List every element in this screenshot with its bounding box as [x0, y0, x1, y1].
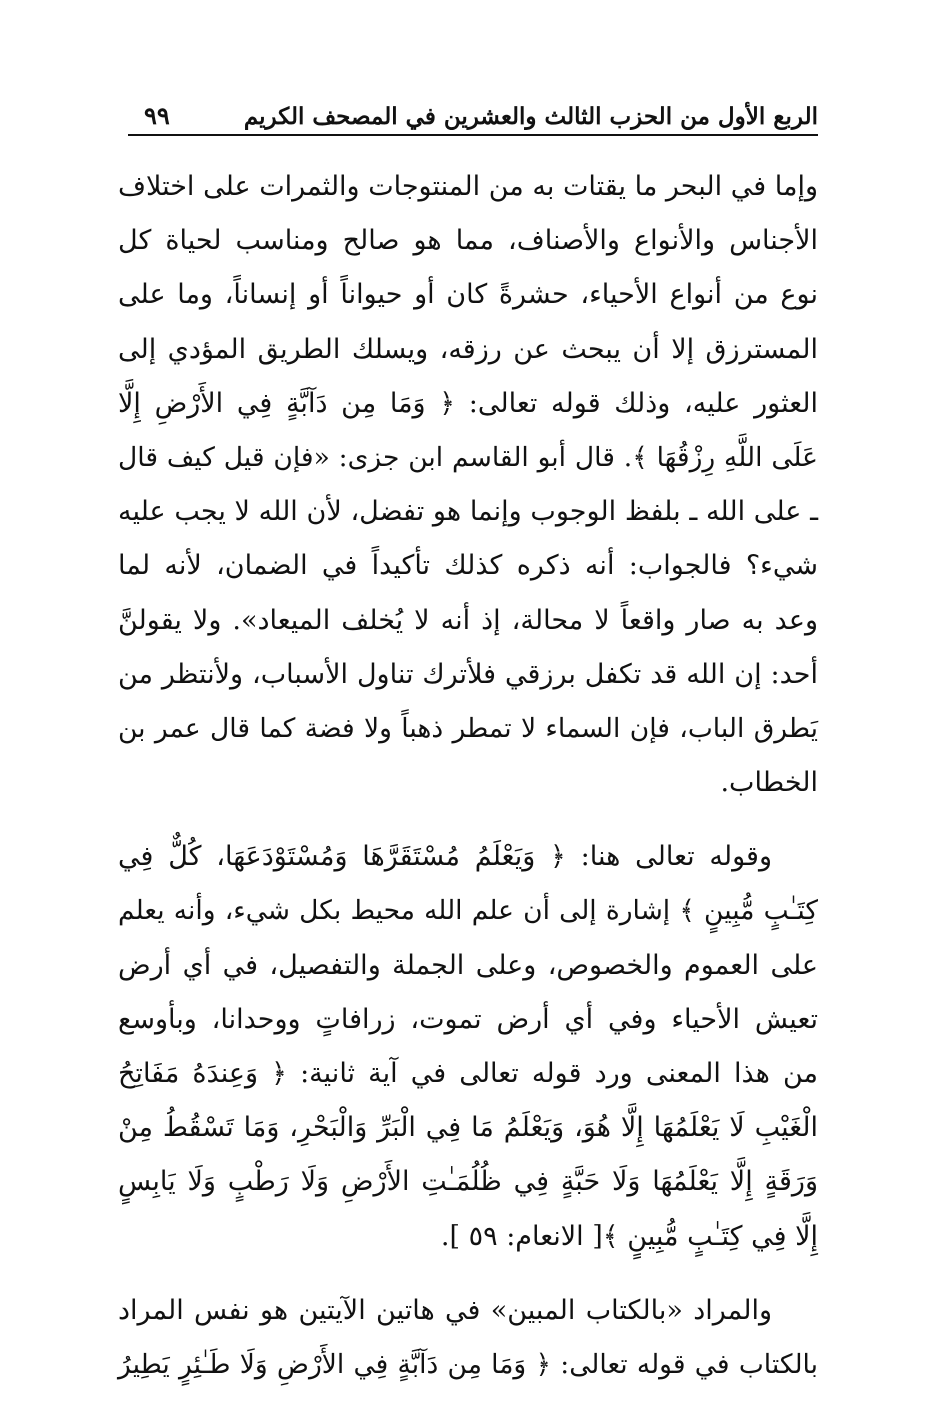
page-body [118, 160, 818, 1392]
text-line: شيء؟ فالجواب: أنه ذكره كذلك تأكيداً في الضمان، لأنه لما [118, 550, 818, 582]
running-header [128, 92, 818, 136]
text-line: أحد: إن الله قد تكفل برزقي فلأترك تناول الأسباب، ولأنتظر من [118, 658, 818, 690]
text-line: تعيش الأحياء وفي أي أرض تموت، زرافاتٍ ووحدانا، وبأوسع [118, 1003, 818, 1035]
text-line: كِتَـٰبٍ مُّبِينٍ ﴾ إشارة إلى أن علم الله محيط بكل شيء، وأنه يعلم [118, 895, 818, 927]
header-title: الربع الأول من الحزب الثالث والعشرين في المصحف الكريم [243, 103, 818, 130]
text-line: وإما في البحر ما يقتات به من المنتوجات والثمرات على اختلاف [118, 171, 818, 202]
text-line: المسترزق إلا أن يبحث عن رزقه، ويسلك الطريق المؤدي إلى [118, 333, 818, 365]
text-line: الأجناس والأنواع والأصناف، مما هو صالح ومناسب لحياة كل [118, 225, 818, 257]
text-line: وقوله تعالى هنا: ﴿ وَيَعْلَمُ مُسْتَقَرَّهَا وَمُسْتَوْدَعَهَا، كُلٌّ فِي [118, 841, 772, 873]
text-line: العثور عليه، وذلك قوله تعالى: ﴿ وَمَا مِن دَآبَّةٍ فِي الأَرْضِ إِلَّا [118, 387, 818, 419]
text-line: بالكتاب في قوله تعالى: ﴿ وَمَا مِن دَآبَّةٍ فِي الأَرْضِ وَلَا طَـٰئِرٍ يَطِيرُ [118, 1348, 818, 1380]
text-line: وَرَقَةٍ إِلَّا يَعْلَمُهَا وَلَا حَبَّةٍ فِي ظُلُمَـٰتِ الأَرْضِ وَلَا رَطْبٍ وَلَا يَابِسٍ [118, 1166, 818, 1198]
text-line: على العموم والخصوص، وعلى الجملة والتفصيل، في أي أرض [118, 949, 818, 981]
paragraph-2 [118, 830, 818, 1264]
paragraph-1 [118, 160, 818, 810]
text-line: يَطرق الباب، فإن السماء لا تمطر ذهباً ولا فضة كما قال عمر بن [118, 712, 818, 744]
paragraph-3 [118, 1284, 818, 1392]
text-line: الْغَيْبِ لَا يَعْلَمُهَا إِلَّا هُوَ، وَيَعْلَمُ مَا فِي الْبَرِّ وَالْبَحْرِ، وَمَا تَسْقُطُ مِنْ [118, 1112, 818, 1144]
text-line: عَلَى اللَّهِ رِزْقُهَا ﴾. قال أبو القاسم ابن جزى: «فإن قيل كيف قال [118, 441, 818, 473]
text-line: من هذا المعنى ورد قوله تعالى في آية ثانية: ﴿ وَعِندَهُ مَفَاتِحُ [118, 1058, 819, 1089]
text-line: الخطاب. [720, 767, 818, 799]
text-line: والمراد «بالكتاب المبين» في هاتين الآيتين هو نفس المراد [118, 1294, 772, 1326]
text-line: وعد به صار واقعاً لا محالة، إذ أنه لا يُخلف الميعاد». ولا يقولنَّ [118, 604, 818, 636]
text-line: نوع من أنواع الأحياء، حشرةً كان أو حيواناً أو إنساناً، وما على [118, 279, 818, 311]
text-line: ـ على الله ـ بلفظ الوجوب وإنما هو تفضل، لأن الله لا يجب عليه [118, 496, 818, 528]
page-number: ٩٩ [144, 101, 170, 130]
text-line: إِلَّا فِي كِتَـٰبٍ مُّبِينٍ ﴾[ الانعام: ٥٩ ]. [440, 1220, 818, 1252]
